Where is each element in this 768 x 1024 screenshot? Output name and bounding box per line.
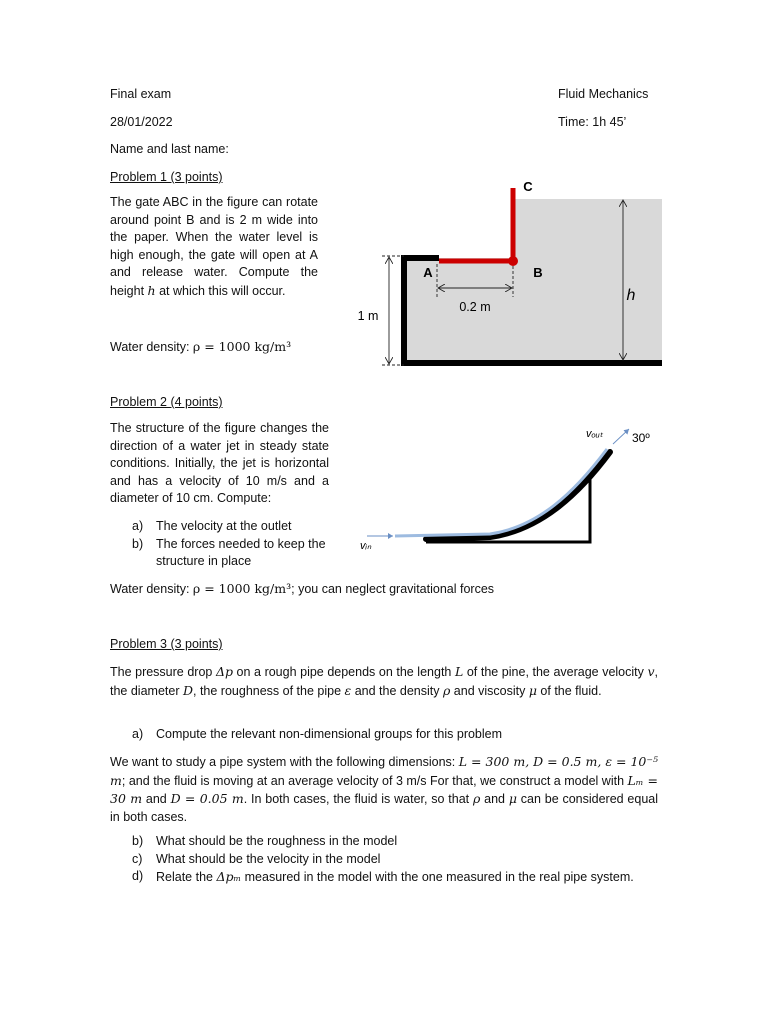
problem3-item-c xyxy=(110,851,670,869)
problem3-heading: Problem 3 (3 points) xyxy=(110,637,223,651)
problem1-density-value: ρ = 1000 kg/m³ xyxy=(192,339,292,354)
p3-intro-t4: , the diameter xyxy=(110,665,659,698)
problem3-item-d-t2: measured in the model with the one measured in the real pipe system. xyxy=(241,870,634,885)
label-a: A xyxy=(423,265,433,280)
problem2-item-b-text: The forces needed to keep the structure in place xyxy=(156,536,326,569)
p3-study-mu: μ xyxy=(508,791,517,807)
problem2-list xyxy=(110,518,340,571)
p3-study-D: D = 0.05 m xyxy=(170,791,244,807)
p3-study-rho: ρ xyxy=(472,791,481,807)
problem1-text-part1: The gate ABC in the figure can rotate around point B and is 2 m wide into the paper. When the water level is high enough, the gate will open at A and release water. Compute the height xyxy=(110,195,318,298)
label-v-in: vᵢₙ xyxy=(360,540,372,552)
p3-intro-t7: and viscosity xyxy=(450,683,529,698)
label-angle: 30º xyxy=(632,431,650,445)
problem3-item-b-label: b) xyxy=(132,834,144,848)
air-gap xyxy=(402,199,513,258)
problem2-item-b xyxy=(110,536,340,571)
gate-figure xyxy=(340,170,670,375)
problem3-item-d-label: d) xyxy=(132,869,144,884)
label-c: C xyxy=(523,179,533,194)
problem2-item-b-label: b) xyxy=(132,536,144,551)
outlet-arrow xyxy=(613,429,629,444)
p3-study-t4: . In both cases, the fluid is water, so that xyxy=(243,792,473,807)
problem3-item-d-math: Δpₘ xyxy=(216,869,242,885)
p3-study-t1: We want to study a pipe system with the following dimensions: xyxy=(110,755,459,769)
p3-study-dims: L = 300 m, D = 0.5 m, ε = 10⁻⁵ m xyxy=(110,754,658,788)
p3-symbol-v: v xyxy=(647,664,655,679)
p3-intro-t1: The pressure drop xyxy=(110,665,216,679)
p3-intro-t5: , the roughness of the pipe xyxy=(193,683,345,698)
problem1-text-part2: at which this will occur. xyxy=(155,283,286,298)
name-field-label: Name and last name: xyxy=(110,142,229,156)
problem3-item-b-text: What should be the roughness in the model xyxy=(156,834,398,848)
problem2-heading: Problem 2 (4 points) xyxy=(110,395,223,409)
problem1-symbol-h: h xyxy=(147,282,156,298)
problem3-study xyxy=(110,753,658,826)
problem1-density xyxy=(110,339,291,355)
problem3-item-a-text: Compute the relevant non-dimensional groups for this problem xyxy=(156,727,503,741)
problem3-item-d xyxy=(110,868,670,887)
jet-figure xyxy=(350,415,670,565)
problem1-statement xyxy=(110,194,318,301)
p3-intro-t2: on a rough pipe depends on the length xyxy=(232,665,455,679)
p3-symbol-rho: ρ xyxy=(442,682,451,698)
problem3-intro xyxy=(110,663,658,700)
subject-name: Fluid Mechanics xyxy=(558,87,649,101)
problem3-item-b xyxy=(110,833,670,851)
label-dim-width: 0.2 m xyxy=(459,300,491,314)
p3-intro-t8: of the fluid. xyxy=(536,683,602,698)
problem3-item-d-t1: Relate the xyxy=(156,870,217,885)
p3-symbol-dp: Δp xyxy=(215,664,233,679)
p3-symbol-mu: μ xyxy=(528,682,537,698)
problem2-item-a xyxy=(110,518,340,536)
exam-title: Final exam xyxy=(110,87,172,101)
problem2-statement: The structure of the figure changes the direction of a water jet in steady state conditions. Initially, the jet is horizontal and has a velocity of 10 m/s and a diameter of 10 cm. Compute: xyxy=(110,421,329,506)
problem2-density-value: ρ = 1000 kg/m³ xyxy=(192,581,292,596)
problem3-item-c-label: c) xyxy=(132,851,143,866)
p3-intro-t3: of the pine, the average velocity xyxy=(463,665,648,679)
label-h: h xyxy=(626,287,636,304)
p3-symbol-L: L xyxy=(454,664,464,679)
label-b: B xyxy=(533,265,543,280)
problem2-item-a-label: a) xyxy=(132,519,144,533)
p3-symbol-D: D xyxy=(182,682,193,698)
problem2-item-a-text: The velocity at the outlet xyxy=(156,519,292,533)
problem3-list-a xyxy=(110,726,658,744)
p3-study-t5: and xyxy=(480,792,509,807)
p3-study-t3: and xyxy=(142,792,171,807)
problem1-heading: Problem 1 (3 points) xyxy=(110,170,223,184)
problem2-density xyxy=(110,581,494,597)
label-v-out: vₒᵤₜ xyxy=(586,428,603,440)
p3-study-t2: ; and the fluid is moving at an average velocity of 3 m/s For that, we construct a model with xyxy=(121,773,628,788)
problem3-item-a-label: a) xyxy=(132,727,144,741)
p3-intro-t6: and the density xyxy=(351,683,443,698)
problem2-density-suffix: ; you can neglect gravitational forces xyxy=(291,582,495,596)
p3-study-t6: can be considered equal in both cases. xyxy=(110,792,659,824)
problem1-density-label-2: Water density: xyxy=(110,582,193,596)
problem3-item-c-text: What should be the velocity in the model xyxy=(156,851,381,866)
label-dim-height: 1 m xyxy=(357,309,379,323)
exam-date: 28/01/2022 xyxy=(110,115,173,129)
exam-duration: Time: 1h 45’ xyxy=(558,115,627,129)
problem3-list-bcd xyxy=(110,833,670,887)
problem1-density-label: Water density: xyxy=(110,340,193,354)
problem3-item-a xyxy=(110,726,658,744)
p3-symbol-eps: ε xyxy=(344,682,352,698)
p3-study-Lm: Lₘ = 30 m xyxy=(110,772,658,807)
hinge-point-b xyxy=(508,256,518,266)
